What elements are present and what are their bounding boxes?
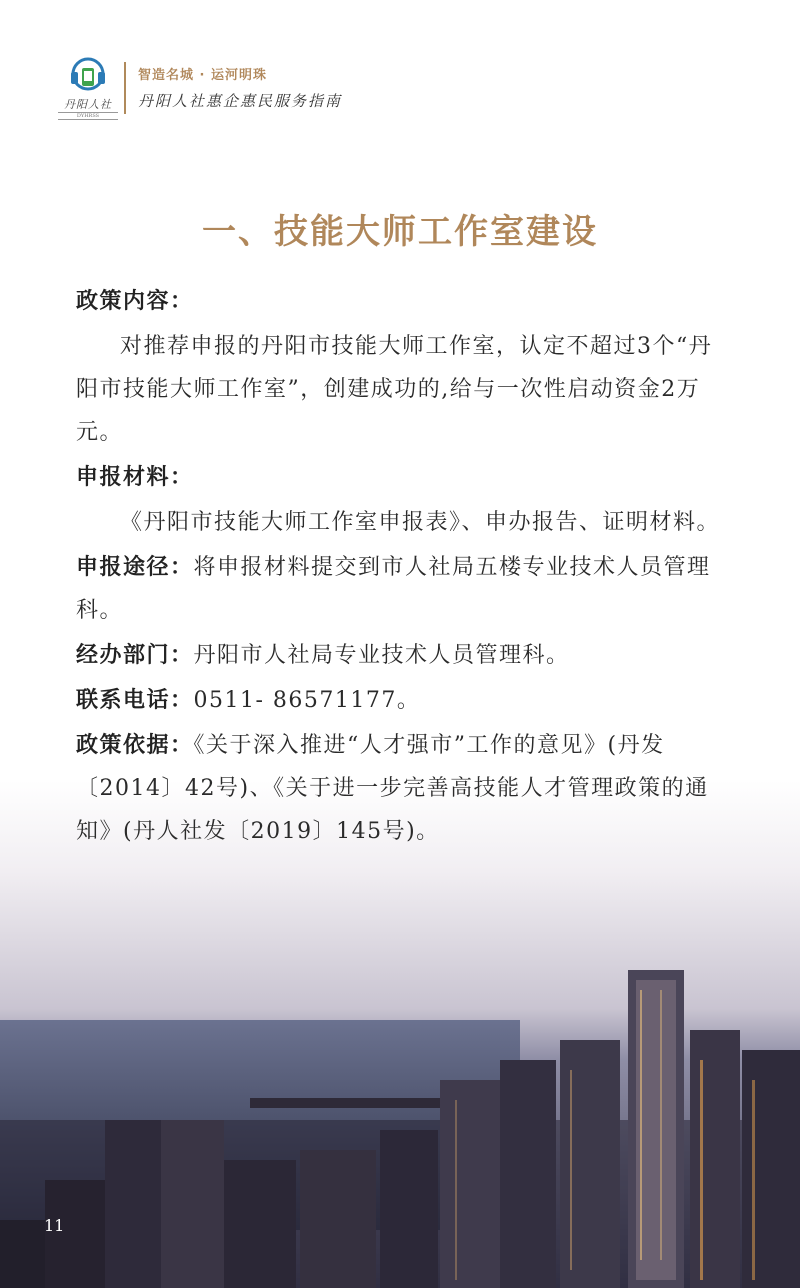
section-title: 一、技能大师工作室建设 [202,212,598,252]
phone-text: 0511- 86571177。 [193,688,421,713]
phone-label: 联系电话： [76,688,194,713]
headset-logo-icon [66,56,110,96]
channel-text: 将申报材料提交到市人社局五楼专业技术人员管理科。 [76,555,711,623]
basis-row [76,724,726,853]
dept-row [76,634,726,677]
materials-text: 《丹阳市技能大师工作室申报表》、申办报告、证明材料。 [120,510,721,535]
page-header [52,56,472,126]
basis-label: 政策依据： [76,733,194,758]
basis-text: 《关于深入推进“人才强市”工作的意见》(丹发〔2014〕42号)、《关于进一步完善高技能人才管理政策的通知》(丹人社发〔2019〕145号)。 [76,733,709,844]
logo-subtext: DYHRSS [58,112,118,120]
dept-label: 经办部门： [76,643,194,668]
policy-content-label: 政策内容： [76,289,194,314]
policy-content [76,280,726,855]
policy-content-text: 对推荐申报的丹阳市技能大师工作室，认定不超过3个“丹阳市技能大师工作室”，创建成功的,给与一次性启动资金2万元。 [76,334,713,445]
page-number: 11 [44,1216,65,1235]
materials-label-row: 申报材料： [76,465,194,490]
city-skyline-background [0,780,800,1288]
dept-text: 丹阳市人社局专业技术人员管理科。 [193,643,570,668]
logo-text: 丹阳人社 [64,98,112,111]
header-guide-title: 丹阳人社惠企惠民服务指南 [138,92,343,110]
header-slogan: 智造名城 · 运河明珠 [138,68,267,83]
phone-row [76,679,726,722]
channel-row [76,546,726,632]
channel-label: 申报途径： [76,555,194,580]
header-divider [124,62,126,114]
